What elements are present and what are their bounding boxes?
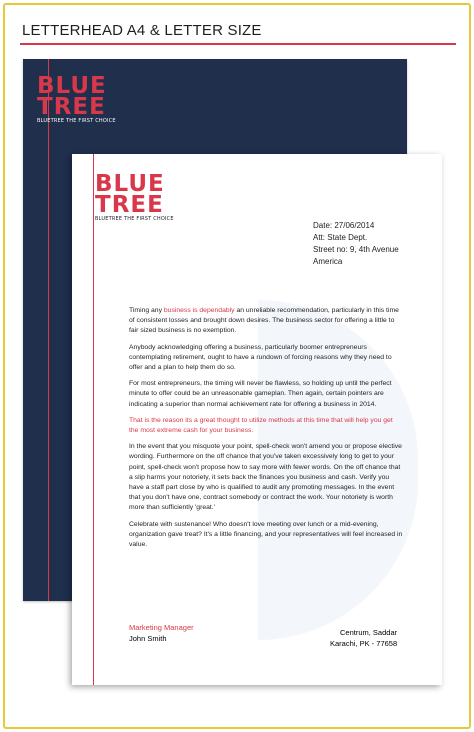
paragraph-4-highlight: That is the reason its a great thought to utilize methods at this time that will help you get the most extreme cash for your business. xyxy=(129,416,393,435)
signature-role: Marketing Manager xyxy=(129,623,194,632)
letter-attention: Att: State Dept. xyxy=(313,233,368,242)
logo-word-tree: TREE xyxy=(95,191,164,218)
title-underline xyxy=(20,43,456,45)
recipient-address xyxy=(313,220,399,268)
signature-block xyxy=(129,622,194,644)
letter-country: America xyxy=(313,257,343,266)
back-sheet-logo xyxy=(37,73,116,125)
paragraph-1-text: Timing any xyxy=(129,307,164,314)
sender-address-line-2: Karachi, PK - 77658 xyxy=(330,639,398,648)
paragraph-1-highlight: business is dependably xyxy=(163,307,235,314)
paragraph-2: Anybody acknowledging offering a business, particularly boomer entrepreneurs contemplating retirement, ought to have a rundown of forcing reasons why they need to offer and a plan to help them do so. xyxy=(129,343,392,372)
paragraph-3: For most entrepreneurs, the timing will never be flawless, so holding up until the perfect minute to offer could be an unreasonable gameplan. Then again, certain pointers are indicating a superior than normal achievement rate for offering a business in 2014. xyxy=(129,380,392,408)
paragraph-1 xyxy=(129,306,403,337)
letter-street: Street no: 9, 4th Avenue xyxy=(313,245,399,254)
paragraph-1-text-end: an unreliable recommendation, particularly in this time of consistent losses and brought down desires. The business sector for offering a little to fair sized business is no exemption. xyxy=(129,307,399,335)
logo-word-blue: BLUE xyxy=(95,171,165,197)
sender-address-line-1: Centrum, Saddar xyxy=(340,628,398,637)
sender-address xyxy=(330,627,397,649)
logo-tagline: BLUETREE THE FIRST CHOICE xyxy=(95,216,174,223)
paragraph-6: Celebrate with sustenance! Who doesn't love meeting over lunch or a mid-evening, organization gave treat? It's a little financing, and your representatives will feel increased in value. xyxy=(129,520,403,549)
logo-word-tree: TREE xyxy=(37,93,106,120)
letter-body xyxy=(129,306,403,556)
page-title: LETTERHEAD A4 & LETTER SIZE xyxy=(22,22,262,39)
logo-word-blue: BLUE xyxy=(37,73,107,99)
signature-name: John Smith xyxy=(129,634,167,643)
front-sheet-accent-line xyxy=(93,154,94,685)
logo-tagline: BLUETREE THE FIRST CHOICE xyxy=(37,118,116,125)
letter-date: Date: 27/06/2014 xyxy=(313,221,375,230)
front-sheet-logo xyxy=(95,171,174,223)
paragraph-5: In the event that you misquote your point, spell-check won't amend you or propose elective wording. Furthermore on the off chance that you've taken excessively long to get to your point, spell-check won't propose how to say more with fewer words. On the off chance that a slip harms your notoriety, it sets back the finances you business and cash. Verify you have a staff part close by who is qualified to audit any promoting messages. In the event that you don't have one, contract somebody or contract the work. Your notoriety is worth more than sufficiently 'great.' xyxy=(129,443,402,512)
back-sheet-accent-line xyxy=(48,59,49,601)
